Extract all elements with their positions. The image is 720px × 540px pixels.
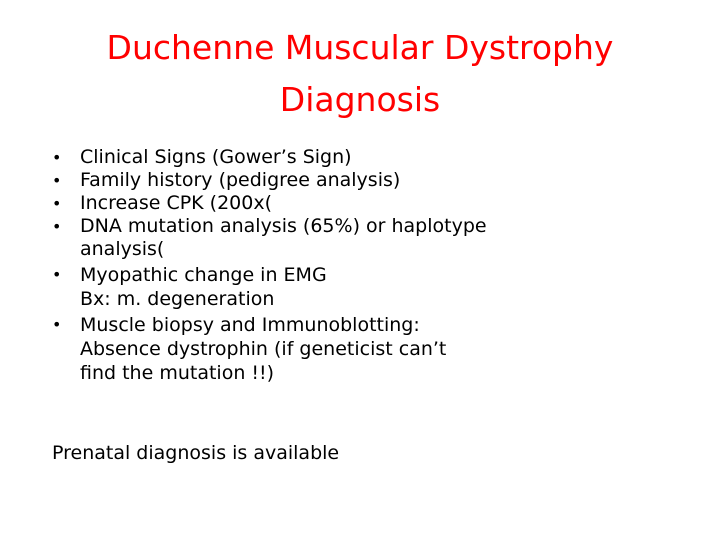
bullet-icon: •	[52, 171, 62, 190]
bullet-text-continued: Bx: m. degeneration	[80, 288, 275, 310]
slide-title	[60, 22, 660, 126]
bullet-item-cpk	[52, 192, 692, 215]
bullet-text: Family history (pedigree analysis)	[80, 169, 401, 191]
bullet-text-continued: find the mutation !!)	[80, 362, 275, 384]
bullet-text: DNA mutation analysis (65%) or haplotype	[80, 215, 487, 237]
title-line-2: Diagnosis	[279, 80, 441, 119]
bullet-icon: •	[52, 315, 62, 334]
bullet-text-continued: analysis(	[80, 238, 165, 260]
bullet-item-clinical-signs	[52, 146, 692, 169]
bullet-item-emg	[52, 263, 692, 311]
bullet-item-dna-analysis	[52, 215, 692, 261]
bullet-icon: •	[52, 265, 62, 284]
bullet-text: Clinical Signs (Gower’s Sign)	[80, 146, 352, 168]
bullet-item-muscle-biopsy	[52, 313, 692, 385]
bullet-text: Increase CPK (200x(	[80, 192, 273, 214]
bullet-icon: •	[52, 148, 62, 167]
bullet-text: Myopathic change in EMG	[80, 264, 327, 286]
prenatal-diagnosis-note: Prenatal diagnosis is available	[52, 442, 340, 464]
bullet-icon: •	[52, 194, 62, 213]
bullet-icon: •	[52, 217, 62, 236]
title-line-1: Duchenne Muscular Dystrophy	[106, 28, 614, 67]
bullet-list	[52, 146, 692, 385]
bullet-text: Muscle biopsy and Immunoblotting:	[80, 314, 420, 336]
bullet-text-continued: Absence dystrophin (if geneticist can’t	[80, 338, 447, 360]
bullet-item-family-history	[52, 169, 692, 192]
